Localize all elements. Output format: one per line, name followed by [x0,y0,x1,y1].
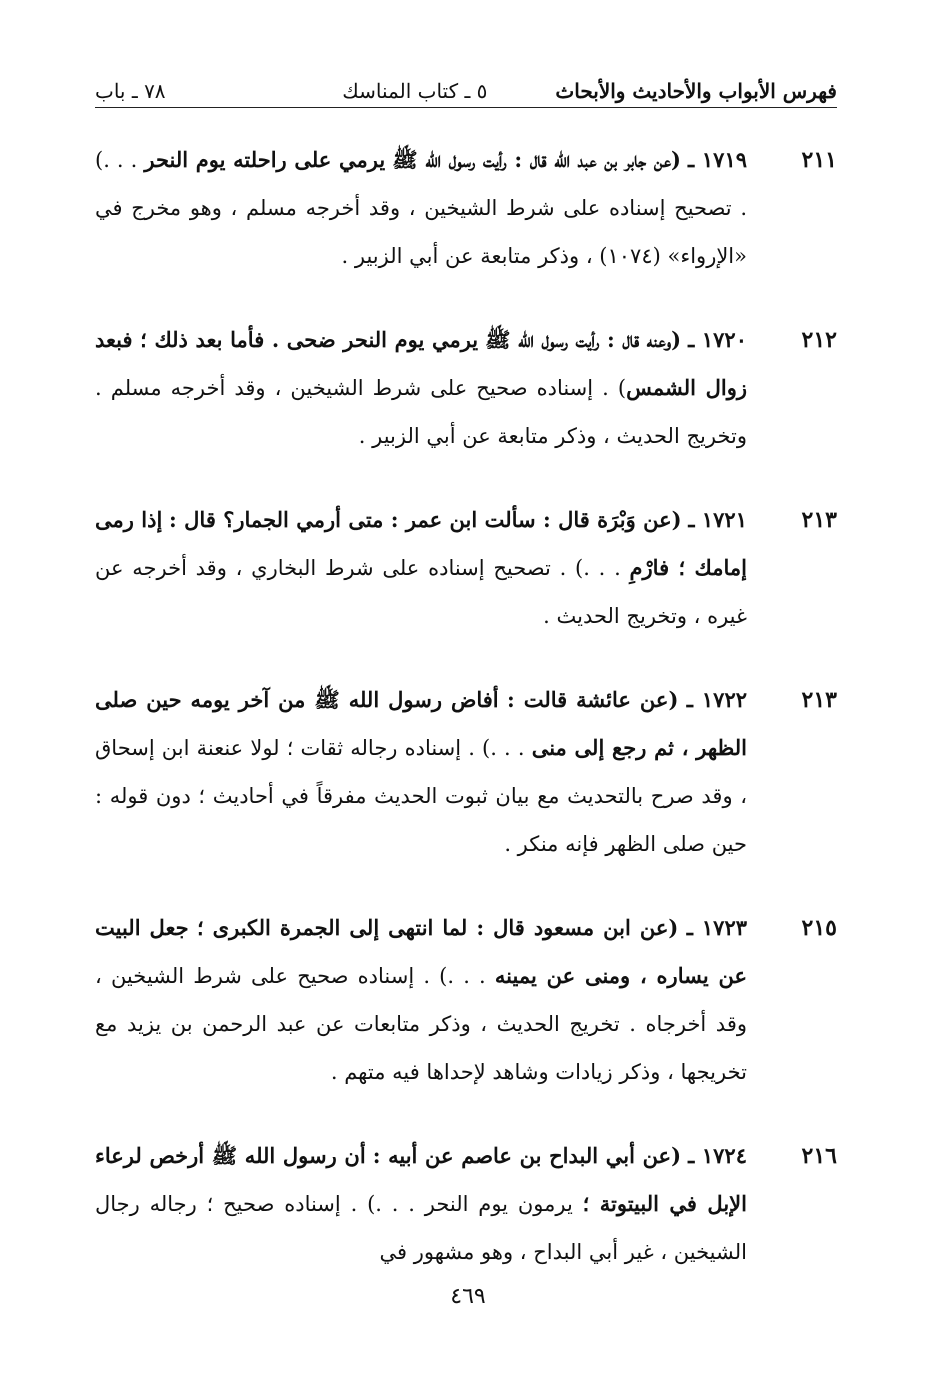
hadith-lead: (وعنه قال : رأيت رسول الله ﷺ [485,327,682,352]
hadith-number: ١٧٢١ ـ [688,507,747,532]
hadith-bold-text: جعل البيت عن يساره ، ومنى عن يمينه [95,915,747,988]
hadith-bold-text: أن رسول الله ﷺ أرخص لرعاء الإبل في البيتوتة ؛ [95,1143,747,1216]
entry-text [95,904,747,1096]
hadith-lead: (عن أبي البداح بن عاصم عن أبيه : [372,1143,682,1168]
hadith-number: ١٧٢٤ ـ [688,1143,747,1168]
running-header [95,74,837,108]
entry-text [95,136,747,280]
header-title: فهرس الأبواب والأحاديث والأبحاث [555,79,837,103]
hadith-commentary: . . .) . تصحيح إسناده على شرط البخاري ، وقد أخرجه عن غيره ، وتخريج الحديث . [95,556,747,628]
entry-sequence-number: ٢١١ [801,147,837,173]
hadith-number: ١٧٢٣ ـ [686,915,748,940]
hadith-number: ١٧١٩ ـ [688,147,748,172]
hadith-bold-text: أفاض رسول الله ﷺ من آخر يومه حين صلى الظهر ، ثم رجع إلى منى [95,687,747,760]
hadith-number: ١٧٢٢ ـ [686,687,748,712]
index-entry [95,136,837,280]
index-entry [95,316,837,460]
header-section: ٥ ـ كتاب المناسك [342,79,488,103]
index-entries [95,136,837,1312]
hadith-lead: (عن ابن مسعود قال : لما انتهى إلى الجمرة الكبرى ؛ [196,915,679,940]
hadith-commentary: ) . إسناده صحيح على شرط الشيخين ، وقد أخرجه مسلم . وتخريج الحديث ، وذكر متابعة عن أبي الزبير . [95,376,747,448]
page-number: ٤٦٩ [450,1284,486,1309]
hadith-lead: (عن عائشة قالت : [507,687,679,712]
index-entry [95,1132,837,1276]
entry-text [95,676,747,868]
header-chapter: ٧٨ ـ باب [95,79,166,103]
hadith-lead: (عن وَبْرَة قال : سألت ابن عمر : متى أرمي الجمار؟ قال : [169,507,682,532]
entry-sequence-number: ٢١٦ [801,1143,837,1169]
index-entry [95,496,837,640]
hadith-commentary: يرمون يوم النحر . . .) . إسناده صحيح ؛ رجاله رجال الشيخين ، غير أبي البداح ، وهو مشهور في [95,1192,747,1264]
entry-sequence-number: ٢١٣ [801,687,837,713]
entry-text [95,496,747,640]
entry-sequence-number: ٢١٣ [801,507,837,533]
hadith-commentary: . . .) . تصحيح إسناده على شرط الشيخين ، وقد أخرجه مسلم ، وهو مخرج في «الإرواء» (١٠٧٤) ، وذكر متابعة عن أبي الزبير . [95,148,747,268]
hadith-number: ١٧٢٠ ـ [688,327,747,352]
hadith-bold-text: إذا رمى إمامك ؛ فارْمِ [95,507,747,580]
entry-sequence-number: ٢١٢ [801,327,837,353]
hadith-commentary: . . .) . إسناده صحيح على شرط الشيخين ، وقد أخرجاه . تخريج الحديث ، وذكر متابعات عن عبد الرحمن بن يزيد مع تخريجها ، وذكر زيادات وشاهد لإحداها فيه متهم . [95,964,747,1084]
hadith-bold-text: يرمي على راحلته يوم النحر [144,147,386,172]
index-entry [95,676,837,868]
entry-sequence-number: ٢١٥ [801,915,837,941]
hadith-lead: (عن جابر بن عبد الله قال : رأيت رسول الله ﷺ [392,147,681,172]
hadith-commentary: . . .) . إسناده رجاله ثقات ؛ لولا عنعنة ابن إسحاق ، وقد صرح بالتحديث مع بيان ثبوت الحديث مفرقاً في أحاديث ؛ دون قوله : حين صلى الظهر فإنه منكر . [95,736,747,856]
index-entry [95,904,837,1096]
entry-text [95,1132,747,1276]
hadith-bold-text: يرمي يوم النحر ضحى . فأما بعد ذلك ؛ فبعد زوال الشمس [95,327,747,400]
entry-text [95,316,747,460]
header-right [342,79,837,103]
